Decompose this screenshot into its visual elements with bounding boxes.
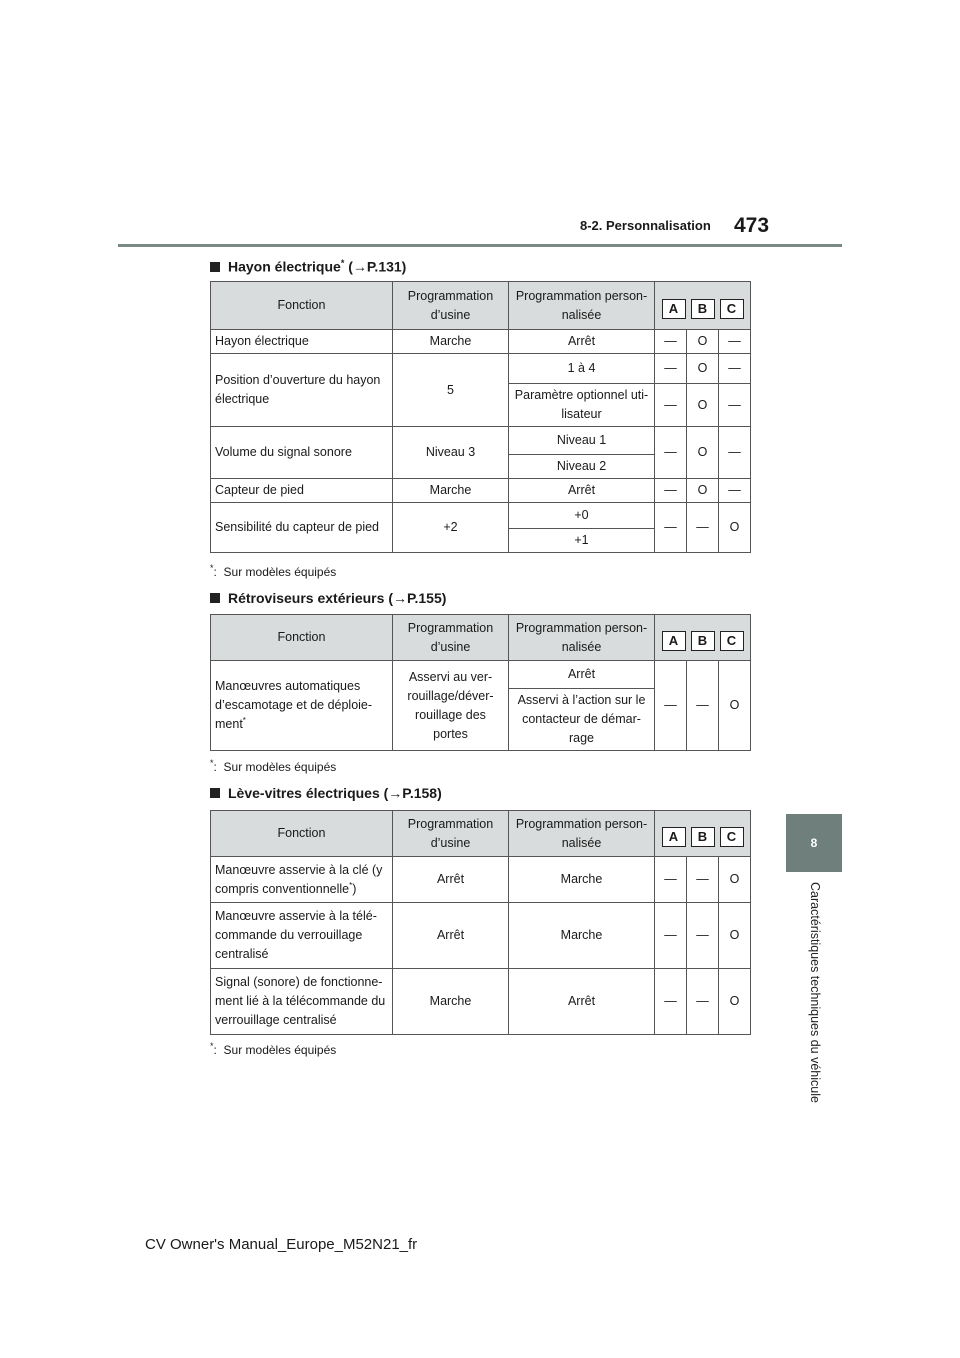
- section-title-power-tailgate: Hayon électrique* (→P.131): [210, 258, 406, 275]
- table-cell: Asservi au ver-rouillage/déver-rouillage des portes: [393, 661, 509, 751]
- table-cell: Arrêt: [509, 969, 655, 1035]
- document-footer: CV Owner's Manual_Europe_M52N21_fr: [145, 1236, 418, 1253]
- table-cell: O: [719, 661, 751, 751]
- table-cell: —: [655, 503, 687, 553]
- col-factory: Programmation d’usine: [393, 615, 509, 661]
- col-fonction: Fonction: [211, 615, 393, 661]
- table-cell: Marche: [393, 479, 509, 503]
- letter-b-box: B: [691, 631, 715, 651]
- table-cell: —: [719, 330, 751, 354]
- table-cell: —: [719, 384, 751, 427]
- table-cell: Signal (sonore) de fonctionne-ment lié à la télécommande du verrouillage centralisé: [211, 969, 393, 1035]
- table-cell: O: [719, 857, 751, 903]
- footnote: *: Sur modèles équipés: [210, 1041, 337, 1057]
- col-factory: Programmation d’usine: [393, 811, 509, 857]
- table-cell: O: [719, 903, 751, 969]
- table-cell: Manœuvre asservie à la clé (y compris conventionnelle*): [211, 857, 393, 903]
- exterior-mirrors-table: [210, 614, 751, 751]
- col-fonction: Fonction: [211, 811, 393, 857]
- col-abc: [655, 811, 751, 857]
- table-cell: Arrêt: [509, 661, 655, 689]
- table-cell: —: [719, 354, 751, 384]
- table-cell: Marche: [393, 330, 509, 354]
- table-cell: —: [719, 479, 751, 503]
- table-cell: Arrêt: [393, 903, 509, 969]
- table-cell: —: [655, 330, 687, 354]
- table-cell: Manœuvre asservie à la télé-commande du verrouillage centralisé: [211, 903, 393, 969]
- power-tailgate-table: [210, 281, 751, 553]
- chapter-tab: 8: [786, 814, 842, 872]
- table-cell: +0: [509, 503, 655, 529]
- table-cell: +1: [509, 529, 655, 553]
- letter-b-box: B: [691, 299, 715, 319]
- table-cell: —: [687, 969, 719, 1035]
- footnote: *: Sur modèles équipés: [210, 563, 337, 579]
- letter-b-box: B: [691, 827, 715, 847]
- page-number: 473: [734, 214, 770, 237]
- table-cell: —: [655, 903, 687, 969]
- square-bullet-icon: [210, 262, 220, 272]
- table-cell: O: [719, 503, 751, 553]
- table-cell: O: [687, 384, 719, 427]
- table-cell: Arrêt: [509, 330, 655, 354]
- table-cell: —: [655, 427, 687, 479]
- table-cell: —: [687, 903, 719, 969]
- table-cell: Arrêt: [509, 479, 655, 503]
- table-cell: Marche: [509, 857, 655, 903]
- table-cell: O: [687, 427, 719, 479]
- table-cell: Capteur de pied: [211, 479, 393, 503]
- table-cell: Sensibilité du capteur de pied: [211, 503, 393, 553]
- letter-a-box: A: [662, 631, 686, 651]
- table-cell: O: [719, 969, 751, 1035]
- table-cell: Niveau 1: [509, 427, 655, 455]
- table-cell: —: [655, 479, 687, 503]
- table-cell: —: [655, 384, 687, 427]
- letter-c-box: C: [720, 631, 744, 651]
- section-title-exterior-mirrors: Rétroviseurs extérieurs (→P.155): [210, 590, 446, 606]
- chapter-title: Caractéristiques techniques du véhicule: [808, 882, 822, 1103]
- square-bullet-icon: [210, 593, 220, 603]
- col-abc: [655, 615, 751, 661]
- table-cell: —: [655, 661, 687, 751]
- table-cell: 5: [393, 354, 509, 427]
- table-cell: —: [719, 427, 751, 479]
- table-cell: Niveau 2: [509, 455, 655, 479]
- table-cell: Hayon électrique: [211, 330, 393, 354]
- section-header: 8-2. Personnalisation: [580, 218, 711, 233]
- table-cell: O: [687, 330, 719, 354]
- table-cell: Position d’ouverture du hayon électrique: [211, 354, 393, 427]
- header-divider: [118, 244, 842, 247]
- table-cell: —: [655, 354, 687, 384]
- table-cell: —: [687, 503, 719, 553]
- table-cell: —: [687, 857, 719, 903]
- table-cell: Marche: [509, 903, 655, 969]
- table-cell: O: [687, 354, 719, 384]
- table-cell: —: [687, 661, 719, 751]
- letter-a-box: A: [662, 299, 686, 319]
- table-cell: —: [655, 969, 687, 1035]
- col-fonction: Fonction: [211, 282, 393, 330]
- col-custom: Programmation person-nalisée: [509, 282, 655, 330]
- footnote: *: Sur modèles équipés: [210, 758, 337, 774]
- table-cell: 1 à 4: [509, 354, 655, 384]
- col-abc: [655, 282, 751, 330]
- table-cell: Asservi à l’action sur le contacteur de démar-rage: [509, 689, 655, 751]
- letter-c-box: C: [720, 299, 744, 319]
- table-cell: Paramètre optionnel uti-lisateur: [509, 384, 655, 427]
- table-cell: Manœuvres automatiques d’escamotage et de déploie-ment*: [211, 661, 393, 751]
- table-cell: Niveau 3: [393, 427, 509, 479]
- col-factory: Programmation d’usine: [393, 282, 509, 330]
- section-title-power-windows: Lève-vitres électriques (→P.158): [210, 785, 442, 801]
- table-cell: +2: [393, 503, 509, 553]
- letter-a-box: A: [662, 827, 686, 847]
- table-cell: O: [687, 479, 719, 503]
- col-custom: Programmation person-nalisée: [509, 811, 655, 857]
- power-windows-table: [210, 810, 751, 1035]
- col-custom: Programmation person-nalisée: [509, 615, 655, 661]
- square-bullet-icon: [210, 788, 220, 798]
- table-cell: —: [655, 857, 687, 903]
- table-cell: Volume du signal sonore: [211, 427, 393, 479]
- letter-c-box: C: [720, 827, 744, 847]
- table-cell: Arrêt: [393, 857, 509, 903]
- table-cell: Marche: [393, 969, 509, 1035]
